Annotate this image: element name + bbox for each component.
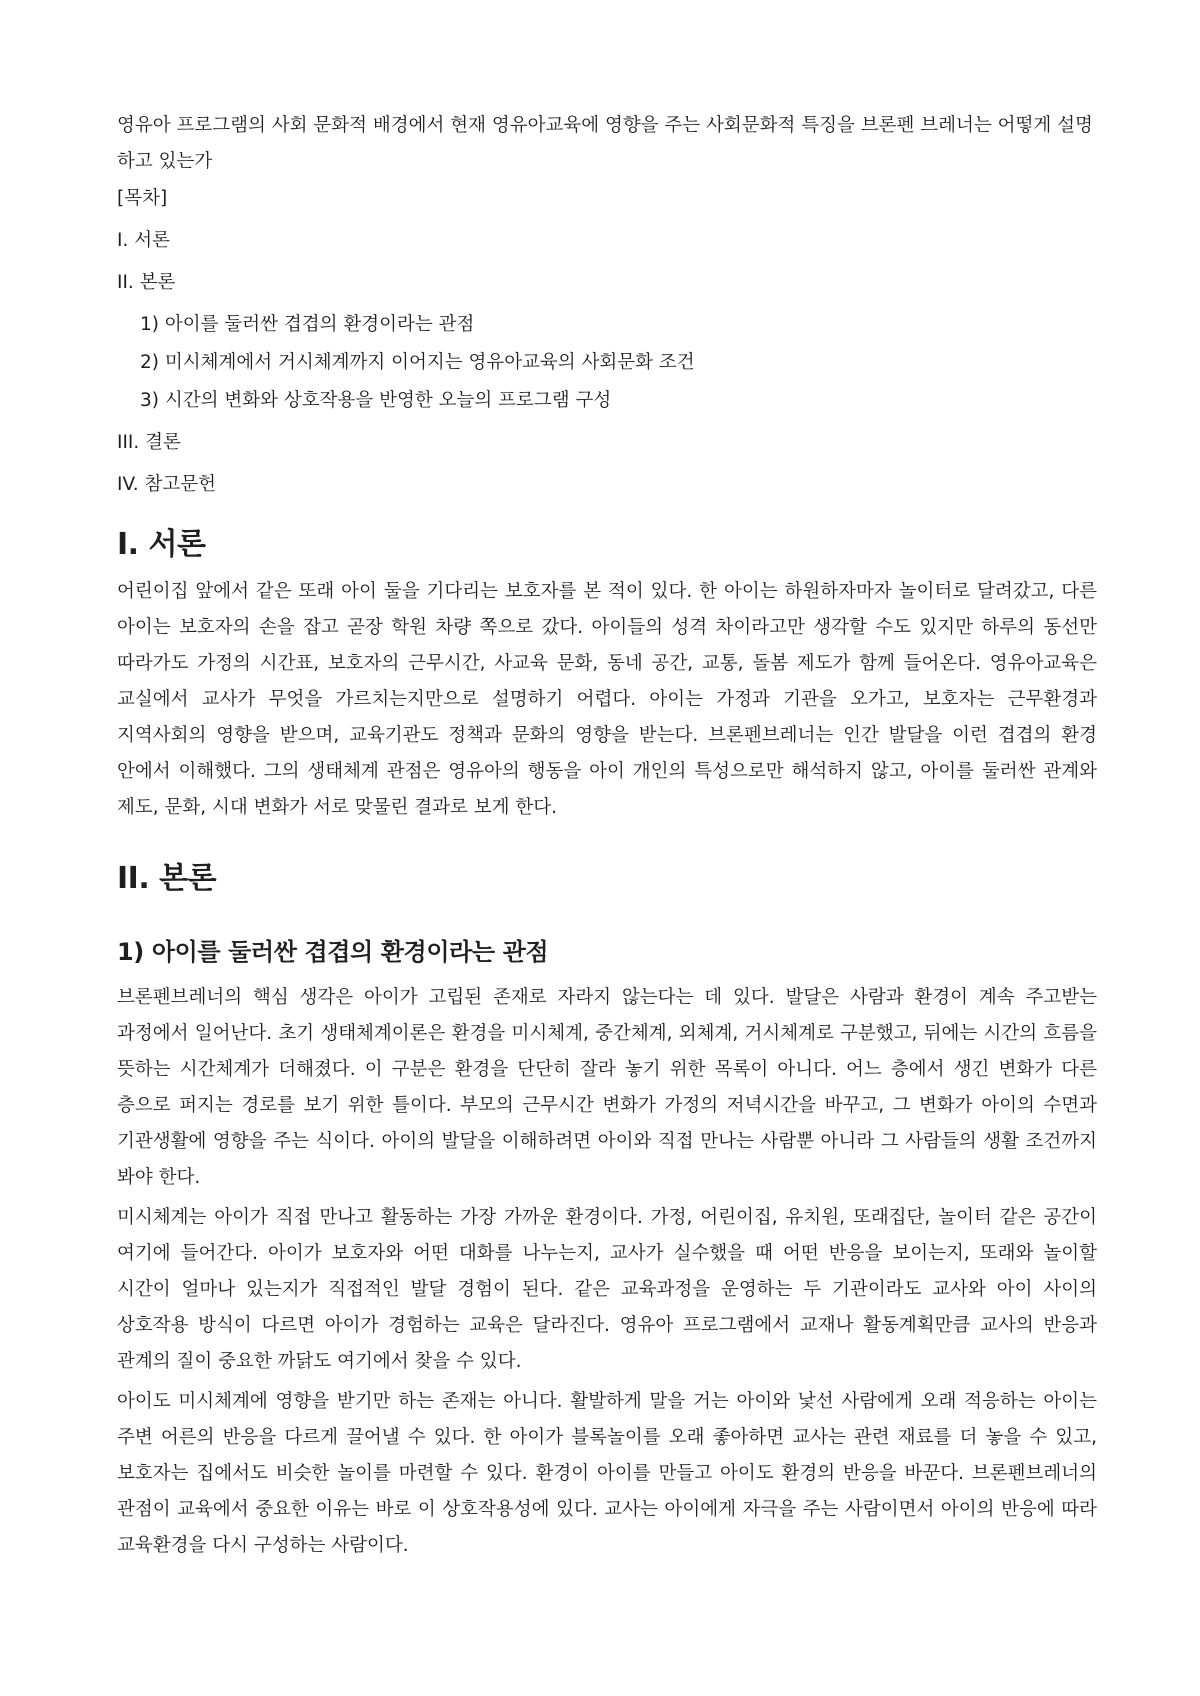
toc-item-intro: I. 서론 bbox=[117, 230, 170, 251]
toc-item-body: II. 본론 bbox=[117, 272, 176, 293]
toc-item-body-3: 3) 시간의 변화와 상호작용을 반영한 오늘의 프로그램 구성 bbox=[140, 390, 612, 411]
question-title: 영유아 프로그램의 사회 문화적 배경에서 현재 영유아교육에 영향을 주는 사회문화적 특징을 브론펜 브레너는 어떻게 설명하고 있는가 bbox=[117, 115, 1093, 172]
document-page bbox=[117, 108, 1097, 1568]
body-paragraph-2: 미시체계는 아이가 직접 만나고 활동하는 가장 가까운 환경이다. 가정, 어린이집, 유치원, 또래집단, 놀이터 같은 공간이 여기에 들어간다. 아이가 보호자와 어떤 대화를 나누는지, 교사가 실수했을 때 어떤 반응을 보이는지, 또래와 놀이할 시간이 얼마나 있는지가 직접적인 발달 경험이 된다. 같은 교육과정을 운영하는 두 기관이라도 교사와 아이 사이의 상호작용 방식이 다르면 아이가 경험하는 교육은 달라진다. 영유아 프로그램에서 교재나 활동계획만큼 교사의 반응과 관계의 질이 중요한 까닭도 여기에서 찾을 수 있다. bbox=[117, 1207, 1097, 1372]
body-paragraph-1: 브론펜브레너의 핵심 생각은 아이가 고립된 존재로 자라지 않는다는 데 있다. 발달은 사람과 환경이 계속 주고받는 과정에서 일어난다. 초기 생태체계이론은 환경을 미시체계, 중간체계, 외체계, 거시체계로 구분했고, 뒤에는 시간의 흐름을 뜻하는 시간체계가 더해졌다. 이 구분은 환경을 단단히 잘라 놓기 위한 목록이 아니다. 어느 층에서 생긴 변화가 다른 층으로 퍼지는 경로를 보기 위한 틀이다. 부모의 근무시간 변화가 가정의 저녁시간을 바꾸고, 그 변화가 아이의 수면과 기관생활에 영향을 주는 식이다. 아이의 발달을 이해하려면 아이와 직접 만나는 사람뿐 아니라 그 사람들의 생활 조건까지 봐야 한다. bbox=[117, 987, 1097, 1188]
toc-heading: [목차] bbox=[117, 188, 168, 209]
intro-paragraph: 어린이집 앞에서 같은 또래 아이 둘을 기다리는 보호자를 본 적이 있다. 한 아이는 하원하자마자 놀이터로 달려갔고, 다른 아이는 보호자의 손을 잡고 곧장 학원 차량 쪽으로 갔다. 아이들의 성격 차이라고만 생각할 수도 있지만 하루의 동선만 따라가도 가정의 시간표, 보호자의 근무시간, 사교육 문화, 동네 공간, 교통, 돌봄 제도가 함께 들어온다. 영유아교육은 교실에서 교사가 무엇을 가르치는지만으로 설명하기 어렵다. 아이는 가정과 기관을 오가고, 보호자는 근무환경과 지역사회의 영향을 받으며, 교육기관도 정책과 문화의 영향을 받는다. 브론펜브레너는 인간 발달을 이런 겹겹의 환경 안에서 이해했다. 그의 생태체계 관점은 영유아의 행동을 아이 개인의 특성으로만 해석하지 않고, 아이를 둘러싼 관계와 제도, 문화, 시대 변화가 서로 맞물린 결과로 보게 한다. bbox=[117, 581, 1097, 818]
subsection-heading-1: 1) 아이를 둘러싼 겹겹의 환경이라는 관점 bbox=[117, 938, 549, 966]
section-heading-intro: I. 서론 bbox=[117, 527, 206, 562]
toc-item-body-1: 1) 아이를 둘러싼 겹겹의 환경이라는 관점 bbox=[140, 314, 475, 335]
toc-item-references: IV. 참고문헌 bbox=[117, 474, 216, 495]
table-of-contents bbox=[117, 186, 1097, 498]
body-paragraph-3: 아이도 미시체계에 영향을 받기만 하는 존재는 아니다. 활발하게 말을 거는 아이와 낯선 사람에게 오래 적응하는 아이는 주변 어른의 반응을 다르게 끌어낼 수 있다. 한 아이가 블록놀이를 오래 좋아하면 교사는 관련 재료를 더 놓을 수 있고, 보호자는 집에서도 비슷한 놀이를 마련할 수 있다. 환경이 아이를 만들고 아이도 환경의 반응을 바꾼다. 브론펜브레너의 관점이 교육에서 중요한 이유는 바로 이 상호작용성에 있다. 교사는 아이에게 자극을 주는 사람이면서 아이의 반응에 따라 교육환경을 다시 구성하는 사람이다. bbox=[117, 1391, 1097, 1556]
toc-item-body-2: 2) 미시체계에서 거시체계까지 이어지는 영유아교육의 사회문화 조건 bbox=[140, 352, 695, 373]
section-heading-body: II. 본론 bbox=[117, 861, 217, 896]
toc-item-conclusion: III. 결론 bbox=[117, 432, 181, 453]
